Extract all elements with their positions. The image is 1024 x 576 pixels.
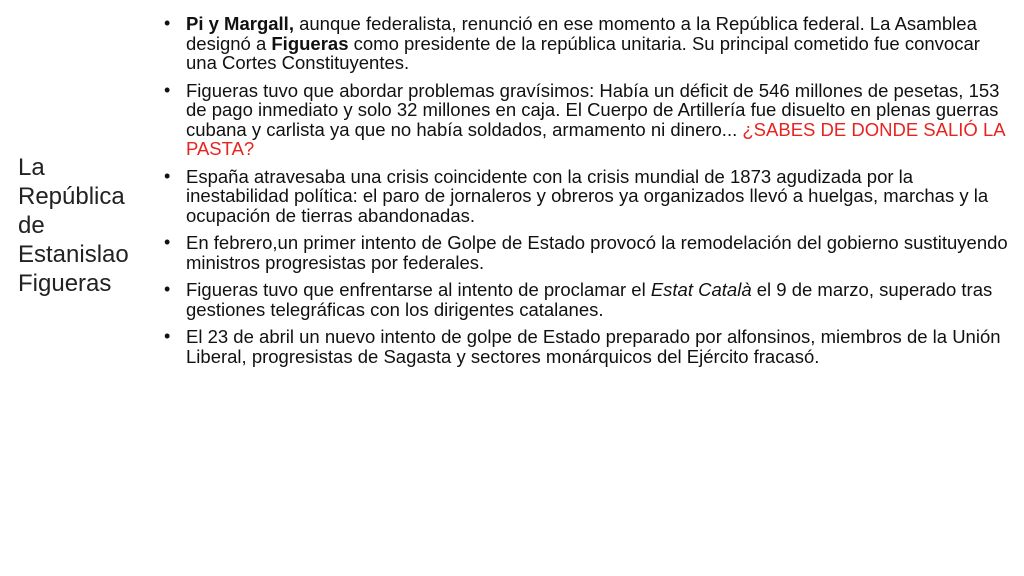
- bullet-item: [160, 233, 1010, 272]
- bullet-dot: •: [164, 232, 171, 252]
- bullet-text: el 9 de marzo, superado tras gestiones telegráficas con los dirigentes catalanes.: [186, 279, 993, 320]
- title-line: República: [18, 183, 125, 210]
- bullet-text: Figueras tuvo que enfrentarse al intento de proclamar el: [186, 279, 651, 300]
- bullet-item: [160, 14, 1010, 73]
- bullet-text: Figueras tuvo que abordar problemas gravísimos: Había un déficit de 546 millones de pesetas, 153 de pago inmediato y solo 32 millones en caja. El Cuerpo de Artillería fue disuelto en plenas guerras cubana y carlista ya que no había soldados, armamento ni dinero...: [186, 79, 1000, 140]
- bullet-text: como presidente de la república unitaria. Su principal cometido fue convocar una Cortes Constituyentes.: [186, 32, 980, 73]
- bullet-text: En febrero,un primer intento de Golpe de Estado provocó la remodelación del gobierno sustituyendo ministros progresistas por federales.: [186, 232, 1008, 273]
- highlight-question: ¿SABES DE DONDE SALIÓ LA PASTA?: [186, 118, 1005, 159]
- title-line: Estanislao: [18, 241, 129, 268]
- slide-title: [18, 153, 158, 298]
- title-line: Figueras: [18, 270, 112, 297]
- bullet-item: [160, 167, 1010, 226]
- bold-name-figueras: Figueras: [271, 32, 349, 54]
- bullet-dot: •: [164, 13, 171, 33]
- bullet-dot: •: [164, 79, 171, 100]
- bullet-dot: •: [164, 326, 171, 346]
- bullet-text: España atravesaba una crisis coincidente con la crisis mundial de 1873 agudizada por la inestabilidad política: el paro de jornaleros y obreros ya organizados llevó a huelgas, marchas y la ocupación de tierras abandonadas.: [186, 165, 989, 226]
- title-line: La: [18, 154, 45, 181]
- bullet-list: [160, 14, 1010, 374]
- bullet-item: [160, 327, 1010, 366]
- title-line: de: [18, 212, 45, 239]
- bullet-dot: •: [164, 279, 171, 299]
- bullet-item: [160, 81, 1010, 159]
- bold-name-pi-y-margall: Pi y Margall,: [186, 13, 294, 34]
- bullet-text: aunque federalista, renunció en ese momento a la República federal. La Asamblea designó a: [186, 13, 977, 54]
- bullet-item: [160, 280, 1010, 319]
- italic-estat-catala: Estat Català: [650, 279, 752, 300]
- bullet-text: El 23 de abril un nuevo intento de golpe de Estado preparado por alfonsinos, miembros de la Unión Liberal, progresistas de Sagasta y sectores monárquicos del Ejército fracasó.: [186, 326, 1001, 367]
- bullet-dot: •: [164, 165, 171, 186]
